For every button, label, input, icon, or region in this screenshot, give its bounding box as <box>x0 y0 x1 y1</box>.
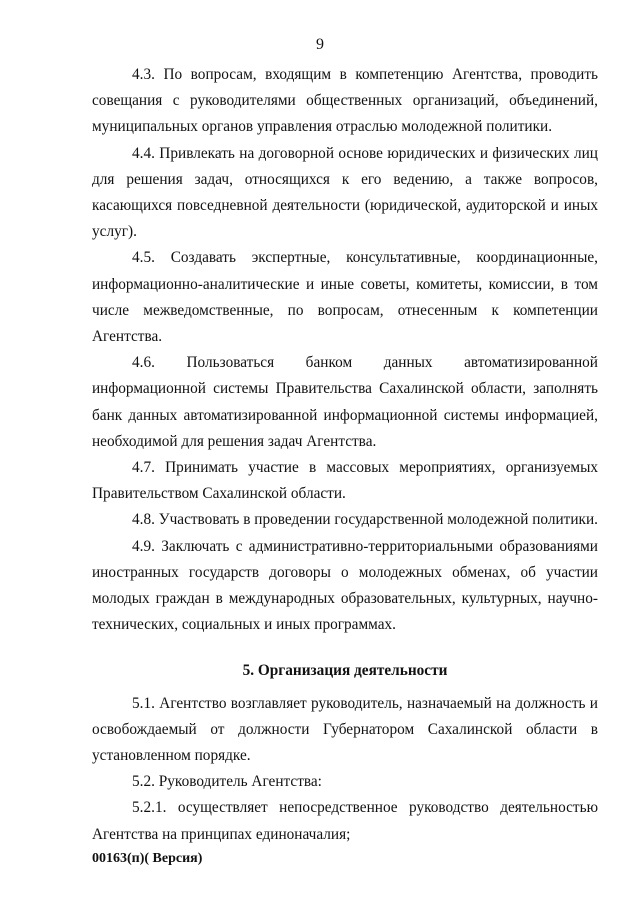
paragraph-5-2: 5.2. Руководитель Агентства: <box>132 773 322 791</box>
paragraph-5-1: 5.1. Агентство возглавляет руководитель, назначаемый на должность и освобождаемый от должности Губернатором Сахалинской области в установленном порядке. <box>92 694 598 765</box>
section-heading: 5. Организация деятельности <box>242 662 448 680</box>
paragraph-4-9: 4.9. Заключать с административно-территориальными образованиями иностранных государств договоры о молодежных обменах, об участии молодых граждан в международных образовательных, культурных, научно-технических, социальных и иных программах. <box>92 537 598 634</box>
paragraph-4-5: 4.5. Создавать экспертные, консультативные, координационные, информационно-аналитические и иные советы, комитеты, комиссии, в том числе межведомственные, по вопросам, отнесенным к компетенции Агентства. <box>92 249 598 346</box>
paragraph-4-4: 4.4. Привлекать на договорной основе юридических и физических лиц для решения задач, относящихся к его ведению, а также вопросов, касающихся повседневной деятельности (юридической, аудиторской и иных услуг). <box>92 144 598 241</box>
paragraph-4-6: 4.6. Пользоваться банком данных автоматизированной информационной системы Правительства Сахалинской области, заполнять банк данных автоматизированной информационной системы информацией, необходимой для решения задач Агентства. <box>92 354 598 450</box>
paragraph-4-8: 4.8. Участвовать в проведении государственной молодежной политики. <box>132 511 598 529</box>
paragraph-5-2-1: 5.2.1. осуществляет непосредственное руководство деятельностью Агентства на принципах единоначалия; <box>92 799 598 843</box>
page-number: 9 <box>316 36 324 53</box>
document-body <box>92 62 598 848</box>
paragraph-4-7: 4.7. Принимать участие в массовых мероприятиях, организуемых Правительством Сахалинской области. <box>92 459 598 503</box>
paragraph-4-3: 4.3. По вопросам, входящим в компетенцию Агентства, проводить совещания с руководителями общественных организаций, объединений, муниципальных органов управления отраслью молодежной политики. <box>92 66 598 136</box>
document-footer-code: 00163(п)( Версия) <box>92 851 203 866</box>
